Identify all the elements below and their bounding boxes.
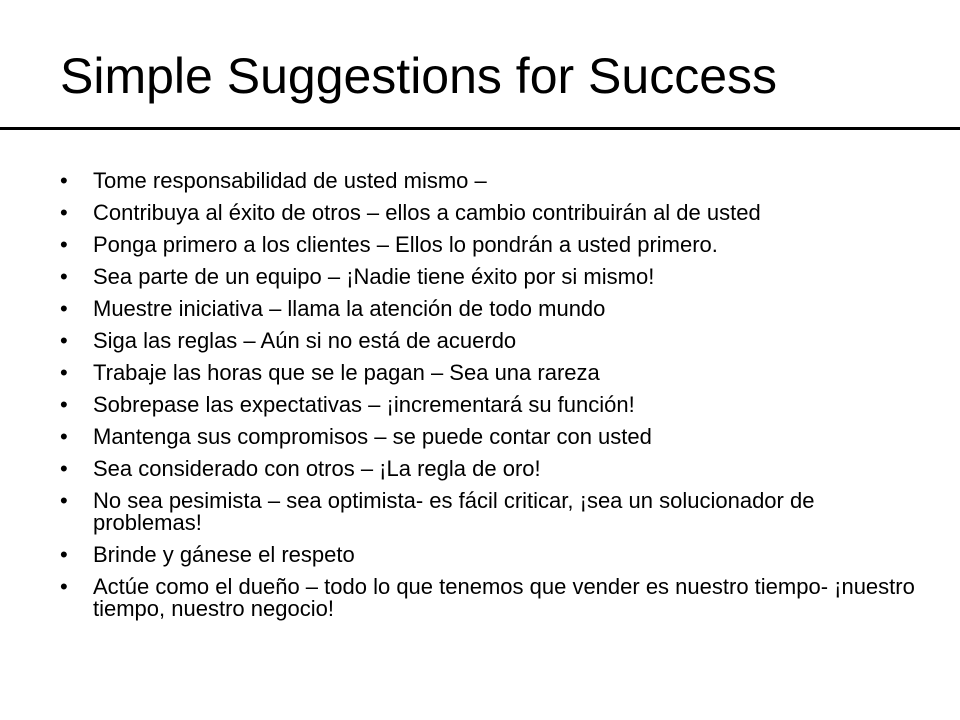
title-divider xyxy=(0,127,960,130)
bullet-item xyxy=(60,170,920,192)
bullet-text: Mantenga sus compromisos – se puede contar con usted xyxy=(93,424,652,449)
bullet-item xyxy=(60,576,920,620)
bullet-icon: • xyxy=(60,232,68,257)
bullet-icon: • xyxy=(60,264,68,289)
bullet-item xyxy=(60,266,920,288)
bullet-item xyxy=(60,330,920,352)
bullet-text: Muestre iniciativa – llama la atención de todo mundo xyxy=(93,296,606,321)
bullet-icon: • xyxy=(60,542,68,567)
bullet-icon: • xyxy=(60,488,68,513)
bullet-icon: • xyxy=(60,424,68,449)
bullet-icon: • xyxy=(60,360,68,385)
bullet-item xyxy=(60,202,920,224)
bullet-icon: • xyxy=(60,168,68,193)
bullet-item xyxy=(60,458,920,480)
bullet-item xyxy=(60,426,920,448)
bullet-text: Sobrepase las expectativas – ¡incrementará su función! xyxy=(93,392,635,417)
bullet-list xyxy=(60,170,920,630)
bullet-icon: • xyxy=(60,456,68,481)
bullet-icon: • xyxy=(60,200,68,225)
bullet-icon: • xyxy=(60,296,68,321)
bullet-text: Sea parte de un equipo – ¡Nadie tiene éxito por si mismo! xyxy=(93,264,655,289)
bullet-text: Ponga primero a los clientes – Ellos lo pondrán a usted primero. xyxy=(93,232,718,257)
bullet-text: Tome responsabilidad de usted mismo – xyxy=(93,168,487,193)
bullet-icon: • xyxy=(60,574,68,599)
bullet-text: Trabaje las horas que se le pagan – Sea una rareza xyxy=(93,360,600,385)
bullet-item xyxy=(60,234,920,256)
bullet-icon: • xyxy=(60,392,68,417)
bullet-icon: • xyxy=(60,328,68,353)
bullet-text: Actúe como el dueño – todo lo que tenemos que vender es nuestro tiempo- ¡nuestro tiempo, nuestro negocio! xyxy=(93,574,915,621)
bullet-item xyxy=(60,298,920,320)
bullet-text: Contribuya al éxito de otros – ellos a cambio contribuirán al de usted xyxy=(93,200,761,225)
bullet-item xyxy=(60,490,920,534)
bullet-text: Brinde y gánese el respeto xyxy=(93,542,355,567)
bullet-item xyxy=(60,394,920,416)
bullet-item xyxy=(60,362,920,384)
slide-title: Simple Suggestions for Success xyxy=(60,48,778,104)
bullet-text: Sea considerado con otros – ¡La regla de oro! xyxy=(93,456,541,481)
bullet-item xyxy=(60,544,920,566)
bullet-text: No sea pesimista – sea optimista- es fácil criticar, ¡sea un solucionador de problemas! xyxy=(93,488,815,535)
bullet-text: Siga las reglas – Aún si no está de acuerdo xyxy=(93,328,517,353)
